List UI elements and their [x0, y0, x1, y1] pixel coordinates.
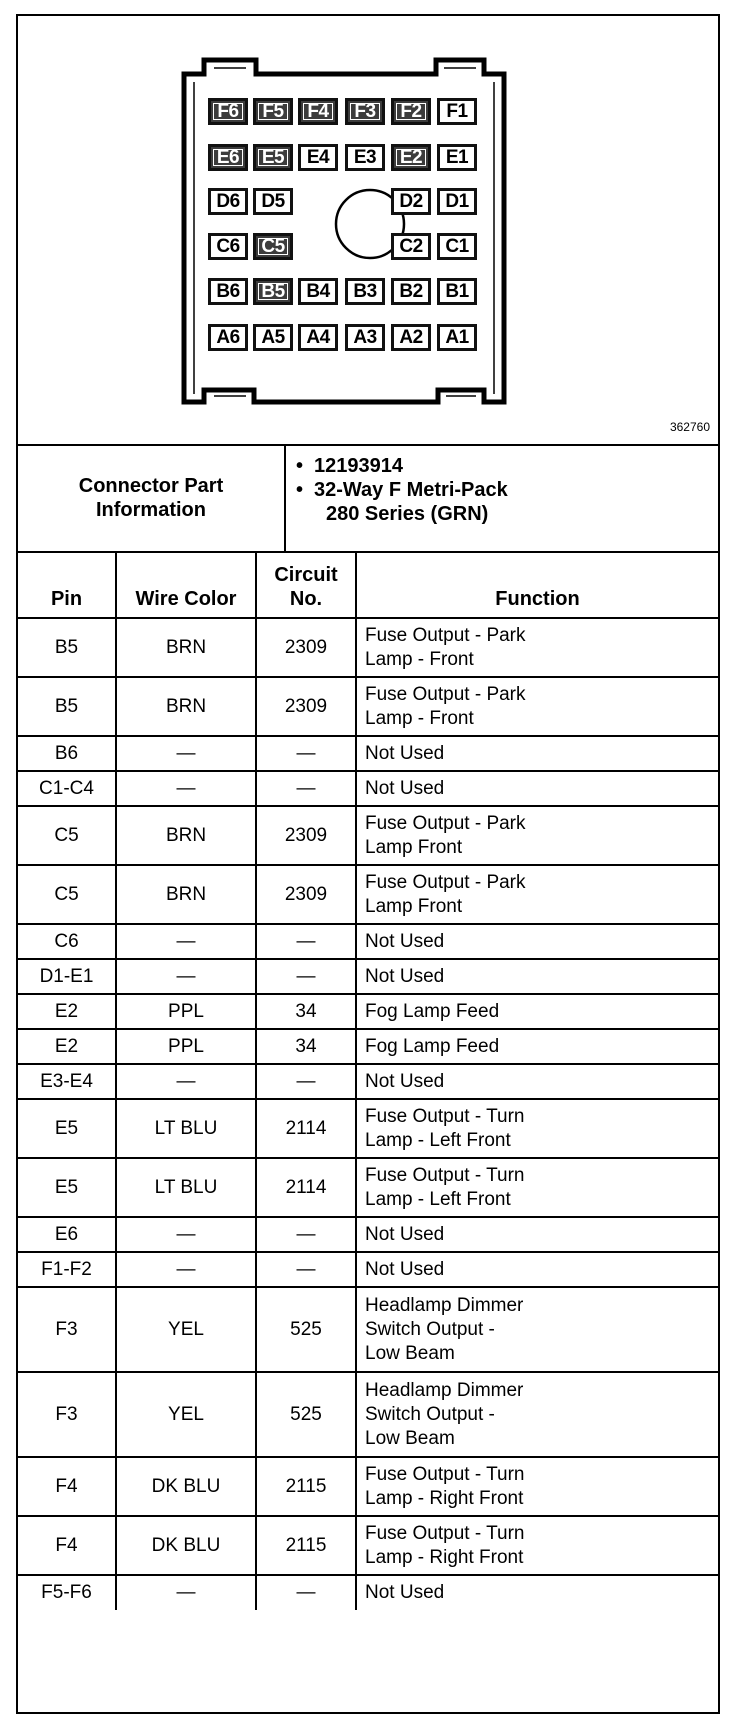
wire-color-cell: BRN	[116, 677, 256, 736]
connector-pin-d1: D1	[437, 188, 477, 215]
function-line: Fuse Output - Park	[365, 624, 526, 646]
connector-housing-outline	[18, 16, 718, 444]
pin-cell: E2	[18, 1029, 116, 1064]
part-number: • 12193914	[296, 454, 716, 478]
wire-color-cell: —	[116, 771, 256, 806]
circuit-number-cell: —	[256, 959, 356, 994]
circuit-number-cell: —	[256, 1217, 356, 1252]
wire-color-cell: PPL	[116, 1029, 256, 1064]
pin-cell: E2	[18, 994, 116, 1029]
pin-cell: C5	[18, 806, 116, 865]
connector-pin-a1: A1	[437, 324, 477, 351]
connector-pin-b1: B1	[437, 278, 477, 305]
function-line: Lamp - Right Front	[365, 1546, 524, 1568]
function-line: Fuse Output - Turn	[365, 1164, 525, 1186]
connector-face-diagram	[18, 16, 718, 446]
function-cell	[356, 865, 718, 924]
table-row	[18, 1287, 718, 1372]
function-cell	[356, 994, 718, 1029]
pin-cell: E5	[18, 1099, 116, 1158]
wire-color-cell: BRN	[116, 618, 256, 677]
function-line: Fuse Output - Park	[365, 683, 526, 705]
connector-pin-a3: A3	[345, 324, 385, 351]
connector-pin-f6: F6	[208, 98, 248, 125]
table-row	[18, 1516, 718, 1575]
wire-color-cell: LT BLU	[116, 1099, 256, 1158]
wire-color-cell: BRN	[116, 865, 256, 924]
function-cell	[356, 959, 718, 994]
pin-cell: F3	[18, 1287, 116, 1372]
connector-pin-a4: A4	[298, 324, 338, 351]
connector-pin-d2: D2	[391, 188, 431, 215]
table-row	[18, 959, 718, 994]
circuit-number-cell: —	[256, 771, 356, 806]
wire-color-cell: BRN	[116, 806, 256, 865]
connector-pin-b4: B4	[298, 278, 338, 305]
pin-cell: F3	[18, 1372, 116, 1457]
table-row	[18, 1252, 718, 1287]
function-line: Not Used	[365, 1258, 445, 1280]
pin-cell: F4	[18, 1516, 116, 1575]
function-cell	[356, 1064, 718, 1099]
function-line: Lamp - Front	[365, 648, 474, 670]
pin-cell: E5	[18, 1158, 116, 1217]
circuit-number-cell: 525	[256, 1372, 356, 1457]
connector-pin-d6: D6	[208, 188, 248, 215]
function-line: Lamp - Right Front	[365, 1487, 524, 1509]
connector-pin-a6: A6	[208, 324, 248, 351]
function-cell	[356, 1457, 718, 1516]
table-row	[18, 1158, 718, 1217]
circuit-number-cell: 34	[256, 994, 356, 1029]
function-cell	[356, 736, 718, 771]
circuit-number-cell: 2309	[256, 865, 356, 924]
connector-pin-e1: E1	[437, 144, 477, 171]
connector-pin-b3: B3	[345, 278, 385, 305]
connector-pin-e4: E4	[298, 144, 338, 171]
function-line: Lamp Front	[365, 895, 463, 917]
connector-pin-d5: D5	[253, 188, 293, 215]
table-row	[18, 618, 718, 677]
table-row	[18, 1099, 718, 1158]
table-header-row	[18, 552, 718, 618]
circuit-number-cell: 2114	[256, 1099, 356, 1158]
function-line: Low Beam	[365, 1342, 455, 1364]
function-line: Not Used	[365, 1070, 445, 1092]
function-line: Fog Lamp Feed	[365, 1035, 500, 1057]
circuit-number-cell: 2114	[256, 1158, 356, 1217]
connector-pin-f3: F3	[345, 98, 385, 125]
function-line: Low Beam	[365, 1427, 455, 1449]
circuit-number-cell: 2115	[256, 1516, 356, 1575]
function-line: Not Used	[365, 742, 445, 764]
function-line: Lamp Front	[365, 836, 463, 858]
circuit-number-cell: —	[256, 736, 356, 771]
pin-cell: B5	[18, 677, 116, 736]
pin-cell: F5-F6	[18, 1575, 116, 1610]
header-circuit-number: Circuit No.	[256, 552, 356, 618]
wire-color-cell: —	[116, 1217, 256, 1252]
connector-description-line-2: 280 Series (GRN)	[326, 503, 489, 525]
connector-sheet	[16, 14, 720, 1714]
function-line: Lamp - Front	[365, 707, 474, 729]
circuit-number-cell: 2309	[256, 806, 356, 865]
connector-pin-f4: F4	[298, 98, 338, 125]
function-line: Fuse Output - Turn	[365, 1105, 525, 1127]
connector-pin-e6: E6	[208, 144, 248, 171]
connector-pin-c6: C6	[208, 233, 248, 260]
circuit-number-cell: —	[256, 1064, 356, 1099]
wire-color-cell: —	[116, 959, 256, 994]
header-function: Function	[356, 552, 718, 618]
function-line: Not Used	[365, 930, 445, 952]
function-line: Lamp - Left Front	[365, 1188, 511, 1210]
pin-cell: E3-E4	[18, 1064, 116, 1099]
function-cell	[356, 1158, 718, 1217]
table-row	[18, 1029, 718, 1064]
table-row	[18, 924, 718, 959]
pin-cell: C1-C4	[18, 771, 116, 806]
table-row	[18, 865, 718, 924]
table-row	[18, 1457, 718, 1516]
wire-color-cell: LT BLU	[116, 1158, 256, 1217]
connector-pin-c1: C1	[437, 233, 477, 260]
circuit-number-cell: —	[256, 1252, 356, 1287]
function-line: Not Used	[365, 965, 445, 987]
table-row	[18, 806, 718, 865]
function-cell	[356, 1372, 718, 1457]
connector-pin-c5: C5	[253, 233, 293, 260]
connector-pin-f5: F5	[253, 98, 293, 125]
function-line: Fuse Output - Park	[365, 871, 526, 893]
circuit-number-cell: 2309	[256, 618, 356, 677]
wire-color-cell: —	[116, 924, 256, 959]
function-cell	[356, 1217, 718, 1252]
wire-color-cell: —	[116, 1252, 256, 1287]
pin-table-body	[18, 618, 718, 1610]
function-line: Fuse Output - Turn	[365, 1463, 525, 1485]
circuit-number-cell: 2309	[256, 677, 356, 736]
function-line: Not Used	[365, 1223, 445, 1245]
function-line: Fog Lamp Feed	[365, 1000, 500, 1022]
function-cell	[356, 1287, 718, 1372]
connector-pin-f1: F1	[437, 98, 477, 125]
pin-cell: F1-F2	[18, 1252, 116, 1287]
pin-cell: D1-E1	[18, 959, 116, 994]
connector-pin-b5: B5	[253, 278, 293, 305]
table-row	[18, 677, 718, 736]
function-line: Switch Output -	[365, 1318, 495, 1340]
wire-color-cell: DK BLU	[116, 1516, 256, 1575]
connector-part-information	[18, 444, 718, 553]
wire-color-cell: DK BLU	[116, 1457, 256, 1516]
header-pin: Pin	[18, 552, 116, 618]
function-line: Not Used	[365, 777, 445, 799]
function-cell	[356, 618, 718, 677]
function-cell	[356, 1099, 718, 1158]
function-line: Not Used	[365, 1582, 445, 1603]
function-cell	[356, 1252, 718, 1287]
function-line: Headlamp Dimmer	[365, 1379, 524, 1401]
connector-pin-e2: E2	[391, 144, 431, 171]
function-cell	[356, 677, 718, 736]
circuit-number-cell: 2115	[256, 1457, 356, 1516]
diagram-id: 362760	[669, 420, 710, 434]
wire-color-cell: YEL	[116, 1287, 256, 1372]
circuit-number-cell: 525	[256, 1287, 356, 1372]
circuit-number-cell: 34	[256, 1029, 356, 1064]
circuit-number-cell: —	[256, 1575, 356, 1610]
connector-pin-b2: B2	[391, 278, 431, 305]
pin-function-table	[18, 551, 718, 1610]
function-line: Fuse Output - Park	[365, 812, 526, 834]
function-cell	[356, 924, 718, 959]
pin-cell: F4	[18, 1457, 116, 1516]
pin-cell: C6	[18, 924, 116, 959]
connector-description-line-1: • 32-Way F Metri-Pack	[296, 478, 716, 502]
connector-pin-e3: E3	[345, 144, 385, 171]
wire-color-cell: —	[116, 736, 256, 771]
pin-cell: C5	[18, 865, 116, 924]
connector-pin-e5: E5	[253, 144, 293, 171]
table-row	[18, 736, 718, 771]
table-row	[18, 1575, 718, 1610]
pin-cell: B5	[18, 618, 116, 677]
header-wire-color: Wire Color	[116, 552, 256, 618]
table-row	[18, 994, 718, 1029]
wire-color-cell: —	[116, 1064, 256, 1099]
wire-color-cell: PPL	[116, 994, 256, 1029]
function-cell	[356, 806, 718, 865]
connector-pin-b6: B6	[208, 278, 248, 305]
function-cell	[356, 1029, 718, 1064]
wire-color-cell: YEL	[116, 1372, 256, 1457]
function-cell	[356, 771, 718, 806]
function-cell	[356, 1575, 718, 1610]
function-line: Switch Output -	[365, 1403, 495, 1425]
function-line: Fuse Output - Turn	[365, 1522, 525, 1544]
pin-cell: B6	[18, 736, 116, 771]
wire-color-cell: —	[116, 1575, 256, 1610]
function-cell	[356, 1516, 718, 1575]
table-row	[18, 771, 718, 806]
function-line: Lamp - Left Front	[365, 1129, 511, 1151]
table-row	[18, 1217, 718, 1252]
circuit-number-cell: —	[256, 924, 356, 959]
connector-info-label: Connector Part Information	[18, 444, 286, 551]
table-row	[18, 1372, 718, 1457]
connector-pin-f2: F2	[391, 98, 431, 125]
connector-info-list	[296, 454, 716, 526]
connector-pin-a5: A5	[253, 324, 293, 351]
table-row	[18, 1064, 718, 1099]
function-line: Headlamp Dimmer	[365, 1294, 524, 1316]
connector-pin-c2: C2	[391, 233, 431, 260]
pin-cell: E6	[18, 1217, 116, 1252]
connector-pin-a2: A2	[391, 324, 431, 351]
